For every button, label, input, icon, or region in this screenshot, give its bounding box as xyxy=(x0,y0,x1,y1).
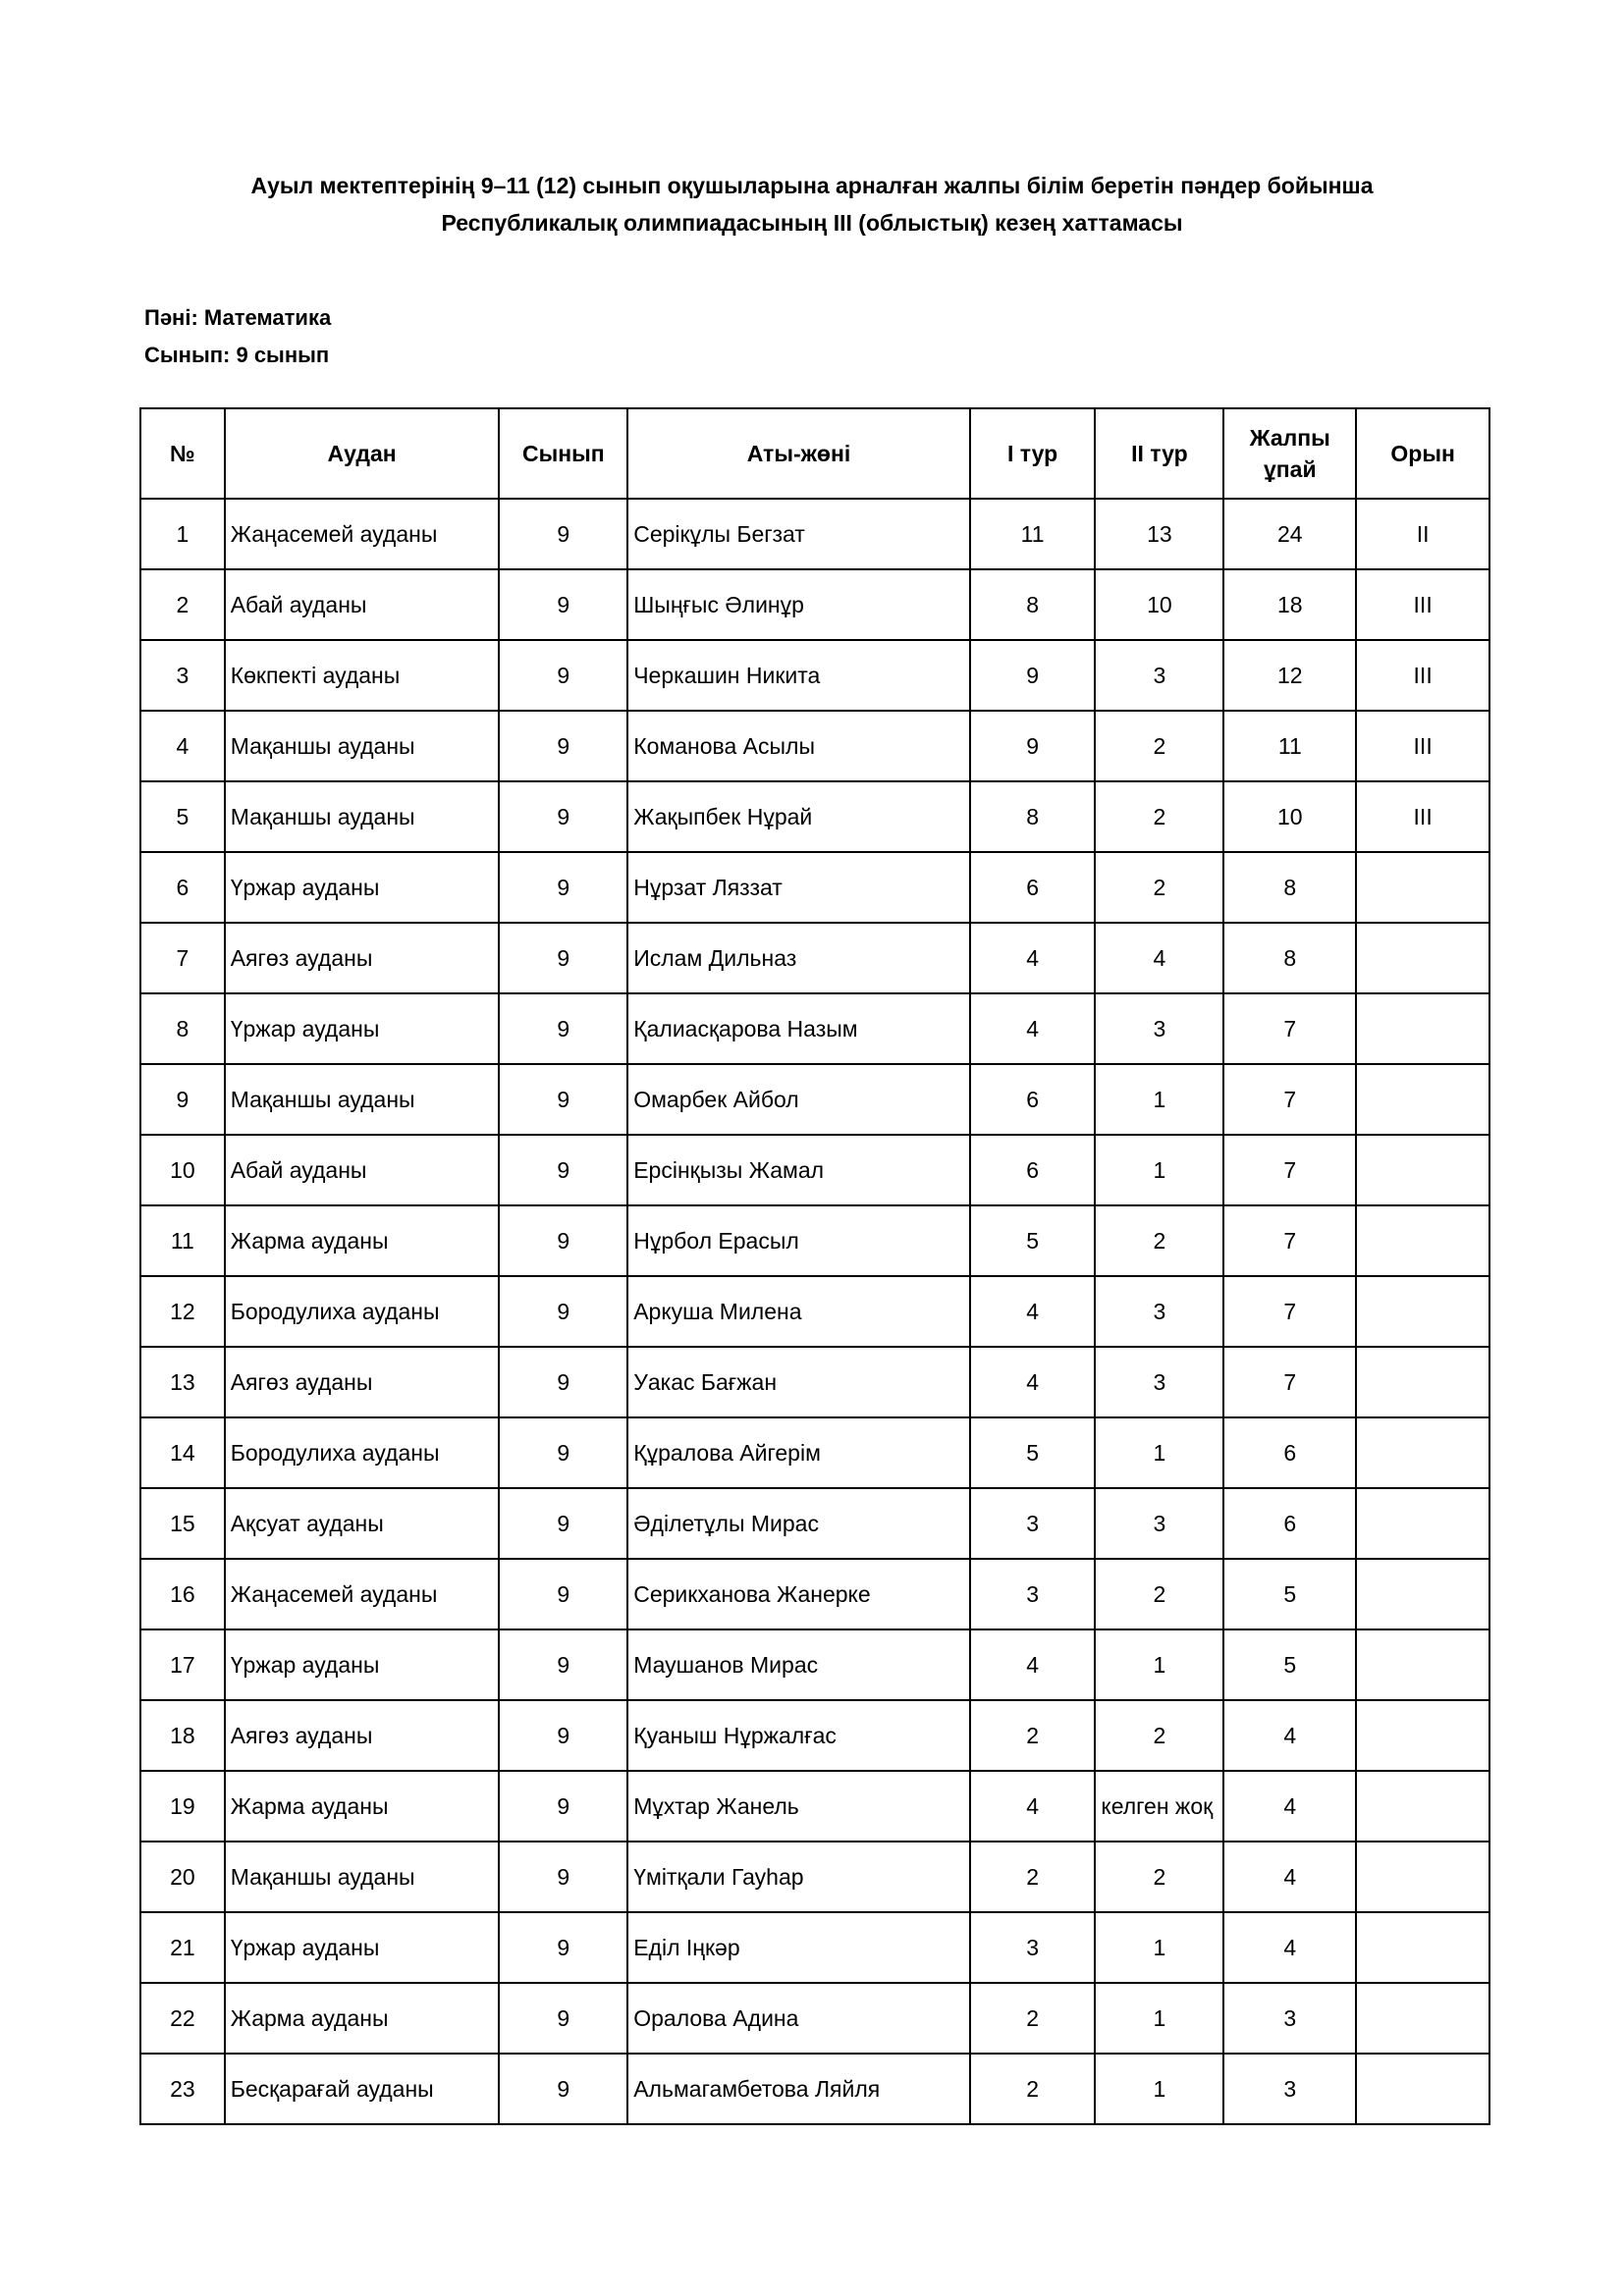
cell-grade: 9 xyxy=(499,1488,627,1559)
cell-round-1: 4 xyxy=(970,993,1096,1064)
cell-round-2: 1 xyxy=(1095,1912,1223,1983)
cell-name: Серикханова Жанерке xyxy=(627,1559,970,1629)
cell-district: Үржар ауданы xyxy=(225,1912,500,1983)
cell-grade: 9 xyxy=(499,1347,627,1417)
table-row xyxy=(140,1417,1489,1488)
cell-district: Жарма ауданы xyxy=(225,1983,500,2054)
cell-name: Маушанов Мирас xyxy=(627,1629,970,1700)
cell-name: Оралова Адина xyxy=(627,1983,970,2054)
cell-name: Құралова Айгерім xyxy=(627,1417,970,1488)
cell-round-1: 3 xyxy=(970,1559,1096,1629)
cell-round-2: 2 xyxy=(1095,1700,1223,1771)
cell-number: 20 xyxy=(140,1842,225,1912)
cell-name: Команова Асылы xyxy=(627,711,970,781)
table-row xyxy=(140,1559,1489,1629)
cell-grade: 9 xyxy=(499,1135,627,1205)
cell-round-2: 3 xyxy=(1095,1347,1223,1417)
cell-grade: 9 xyxy=(499,993,627,1064)
cell-place xyxy=(1356,1135,1489,1205)
cell-district: Жаңасемей ауданы xyxy=(225,499,500,569)
cell-name: Шыңғыс Әлинұр xyxy=(627,569,970,640)
cell-district: Мақаншы ауданы xyxy=(225,1064,500,1135)
cell-place xyxy=(1356,1488,1489,1559)
cell-grade: 9 xyxy=(499,1912,627,1983)
cell-name: Мұхтар Жанель xyxy=(627,1771,970,1842)
cell-total: 6 xyxy=(1223,1488,1356,1559)
cell-round-1: 8 xyxy=(970,569,1096,640)
cell-grade: 9 xyxy=(499,569,627,640)
cell-name: Уакас Бағжан xyxy=(627,1347,970,1417)
cell-round-1: 2 xyxy=(970,1842,1096,1912)
table-row xyxy=(140,640,1489,711)
table-row xyxy=(140,1983,1489,2054)
cell-district: Аягөз ауданы xyxy=(225,1347,500,1417)
cell-round-2: 1 xyxy=(1095,1629,1223,1700)
header-place: Орын xyxy=(1356,408,1489,499)
cell-round-2: 2 xyxy=(1095,1842,1223,1912)
cell-number: 5 xyxy=(140,781,225,852)
cell-total: 5 xyxy=(1223,1559,1356,1629)
cell-total: 7 xyxy=(1223,1135,1356,1205)
table-row xyxy=(140,1205,1489,1276)
cell-total: 11 xyxy=(1223,711,1356,781)
cell-place: III xyxy=(1356,781,1489,852)
cell-round-1: 2 xyxy=(970,2054,1096,2124)
cell-place xyxy=(1356,1842,1489,1912)
cell-district: Жарма ауданы xyxy=(225,1771,500,1842)
cell-round-2: келген жоқ xyxy=(1095,1771,1223,1842)
cell-grade: 9 xyxy=(499,1064,627,1135)
cell-number: 14 xyxy=(140,1417,225,1488)
cell-number: 18 xyxy=(140,1700,225,1771)
cell-place xyxy=(1356,852,1489,923)
cell-district: Көкпекті ауданы xyxy=(225,640,500,711)
cell-total: 7 xyxy=(1223,1064,1356,1135)
cell-place: III xyxy=(1356,569,1489,640)
cell-number: 9 xyxy=(140,1064,225,1135)
cell-name: Үмітқали Гауһар xyxy=(627,1842,970,1912)
cell-number: 7 xyxy=(140,923,225,993)
title-line-2: Республикалық олимпиадасының III (облыстық) кезең хаттамасы xyxy=(441,210,1183,236)
cell-name: Жақыпбек Нұрай xyxy=(627,781,970,852)
table-row xyxy=(140,1347,1489,1417)
cell-round-1: 4 xyxy=(970,923,1096,993)
table-row xyxy=(140,499,1489,569)
cell-round-2: 2 xyxy=(1095,711,1223,781)
cell-number: 15 xyxy=(140,1488,225,1559)
cell-grade: 9 xyxy=(499,1559,627,1629)
table-row xyxy=(140,852,1489,923)
subject-label: Пәні: Математика xyxy=(144,305,332,330)
cell-total: 6 xyxy=(1223,1417,1356,1488)
cell-district: Бородулиха ауданы xyxy=(225,1417,500,1488)
table-row xyxy=(140,781,1489,852)
grade-label: Сынып: 9 сынып xyxy=(144,343,330,367)
cell-round-1: 5 xyxy=(970,1417,1096,1488)
cell-total: 3 xyxy=(1223,1983,1356,2054)
cell-total: 12 xyxy=(1223,640,1356,711)
table-row xyxy=(140,711,1489,781)
cell-place xyxy=(1356,1276,1489,1347)
cell-number: 19 xyxy=(140,1771,225,1842)
cell-total: 4 xyxy=(1223,1771,1356,1842)
cell-grade: 9 xyxy=(499,1842,627,1912)
cell-number: 21 xyxy=(140,1912,225,1983)
cell-number: 4 xyxy=(140,711,225,781)
cell-round-2: 1 xyxy=(1095,1135,1223,1205)
cell-number: 2 xyxy=(140,569,225,640)
cell-district: Аягөз ауданы xyxy=(225,1700,500,1771)
cell-round-2: 1 xyxy=(1095,1983,1223,2054)
cell-total: 8 xyxy=(1223,923,1356,993)
header-round-1: I тур xyxy=(970,408,1096,499)
cell-number: 23 xyxy=(140,2054,225,2124)
cell-round-2: 1 xyxy=(1095,2054,1223,2124)
cell-round-1: 6 xyxy=(970,852,1096,923)
cell-number: 1 xyxy=(140,499,225,569)
cell-place xyxy=(1356,1205,1489,1276)
cell-place xyxy=(1356,1629,1489,1700)
cell-grade: 9 xyxy=(499,1205,627,1276)
table-row xyxy=(140,569,1489,640)
cell-grade: 9 xyxy=(499,923,627,993)
table-row xyxy=(140,1276,1489,1347)
cell-place xyxy=(1356,1771,1489,1842)
cell-district: Мақаншы ауданы xyxy=(225,781,500,852)
cell-round-1: 2 xyxy=(970,1983,1096,2054)
cell-name: Нұрзат Ляззат xyxy=(627,852,970,923)
cell-round-1: 4 xyxy=(970,1771,1096,1842)
cell-round-2: 2 xyxy=(1095,852,1223,923)
cell-name: Омарбек Айбол xyxy=(627,1064,970,1135)
header-district: Аудан xyxy=(225,408,500,499)
cell-place xyxy=(1356,923,1489,993)
cell-name: Еділ Іңкәр xyxy=(627,1912,970,1983)
cell-number: 6 xyxy=(140,852,225,923)
cell-district: Ақсуат ауданы xyxy=(225,1488,500,1559)
cell-name: Қалиасқарова Назым xyxy=(627,993,970,1064)
cell-total: 7 xyxy=(1223,993,1356,1064)
cell-district: Аягөз ауданы xyxy=(225,923,500,993)
cell-total: 4 xyxy=(1223,1842,1356,1912)
cell-total: 7 xyxy=(1223,1205,1356,1276)
cell-grade: 9 xyxy=(499,1417,627,1488)
cell-grade: 9 xyxy=(499,1700,627,1771)
cell-round-2: 3 xyxy=(1095,993,1223,1064)
cell-grade: 9 xyxy=(499,640,627,711)
cell-district: Абай ауданы xyxy=(225,569,500,640)
cell-total: 4 xyxy=(1223,1700,1356,1771)
cell-district: Жарма ауданы xyxy=(225,1205,500,1276)
table-row xyxy=(140,1135,1489,1205)
cell-total: 18 xyxy=(1223,569,1356,640)
cell-name: Ерсінқызы Жамал xyxy=(627,1135,970,1205)
cell-round-1: 4 xyxy=(970,1276,1096,1347)
cell-number: 3 xyxy=(140,640,225,711)
table-row xyxy=(140,1064,1489,1135)
cell-district: Бесқарағай ауданы xyxy=(225,2054,500,2124)
cell-district: Үржар ауданы xyxy=(225,1629,500,1700)
cell-number: 11 xyxy=(140,1205,225,1276)
table-row xyxy=(140,1771,1489,1842)
cell-name: Ислам Дильназ xyxy=(627,923,970,993)
cell-place xyxy=(1356,1347,1489,1417)
cell-round-2: 13 xyxy=(1095,499,1223,569)
cell-round-1: 11 xyxy=(970,499,1096,569)
cell-number: 17 xyxy=(140,1629,225,1700)
table-header-row xyxy=(140,408,1489,499)
table-row xyxy=(140,1700,1489,1771)
header-round-2: II тур xyxy=(1095,408,1223,499)
cell-grade: 9 xyxy=(499,1771,627,1842)
cell-total: 7 xyxy=(1223,1347,1356,1417)
cell-round-1: 5 xyxy=(970,1205,1096,1276)
cell-total: 4 xyxy=(1223,1912,1356,1983)
cell-total: 8 xyxy=(1223,852,1356,923)
cell-total: 7 xyxy=(1223,1276,1356,1347)
cell-total: 10 xyxy=(1223,781,1356,852)
cell-grade: 9 xyxy=(499,1276,627,1347)
cell-number: 16 xyxy=(140,1559,225,1629)
cell-total: 24 xyxy=(1223,499,1356,569)
cell-place xyxy=(1356,1912,1489,1983)
cell-grade: 9 xyxy=(499,711,627,781)
cell-district: Мақаншы ауданы xyxy=(225,711,500,781)
cell-grade: 9 xyxy=(499,1983,627,2054)
cell-district: Мақаншы ауданы xyxy=(225,1842,500,1912)
cell-total: 5 xyxy=(1223,1629,1356,1700)
cell-district: Абай ауданы xyxy=(225,1135,500,1205)
cell-round-1: 9 xyxy=(970,640,1096,711)
header-total: Жалпы ұпай xyxy=(1223,408,1356,499)
table-row xyxy=(140,993,1489,1064)
cell-round-1: 4 xyxy=(970,1347,1096,1417)
cell-round-1: 4 xyxy=(970,1629,1096,1700)
cell-round-1: 8 xyxy=(970,781,1096,852)
cell-name: Аркуша Милена xyxy=(627,1276,970,1347)
table-row xyxy=(140,1629,1489,1700)
cell-place xyxy=(1356,993,1489,1064)
table-row xyxy=(140,1842,1489,1912)
cell-name: Әділетұлы Мирас xyxy=(627,1488,970,1559)
cell-round-1: 9 xyxy=(970,711,1096,781)
cell-district: Жаңасемей ауданы xyxy=(225,1559,500,1629)
cell-name: Нұрбол Ерасыл xyxy=(627,1205,970,1276)
table-row xyxy=(140,2054,1489,2124)
cell-round-2: 1 xyxy=(1095,1417,1223,1488)
cell-round-2: 3 xyxy=(1095,1488,1223,1559)
results-table xyxy=(139,407,1490,2125)
cell-round-1: 3 xyxy=(970,1912,1096,1983)
cell-district: Бородулиха ауданы xyxy=(225,1276,500,1347)
cell-round-1: 2 xyxy=(970,1700,1096,1771)
cell-district: Үржар ауданы xyxy=(225,993,500,1064)
cell-place xyxy=(1356,1064,1489,1135)
cell-number: 13 xyxy=(140,1347,225,1417)
cell-number: 12 xyxy=(140,1276,225,1347)
cell-number: 8 xyxy=(140,993,225,1064)
cell-round-1: 3 xyxy=(970,1488,1096,1559)
document-title xyxy=(0,167,1624,241)
cell-round-2: 4 xyxy=(1095,923,1223,993)
cell-place xyxy=(1356,1983,1489,2054)
header-grade: Сынып xyxy=(499,408,627,499)
cell-grade: 9 xyxy=(499,1629,627,1700)
cell-place xyxy=(1356,1559,1489,1629)
cell-name: Альмагамбетова Ляйля xyxy=(627,2054,970,2124)
table-row xyxy=(140,1912,1489,1983)
cell-place xyxy=(1356,1700,1489,1771)
header-number: № xyxy=(140,408,225,499)
cell-round-2: 10 xyxy=(1095,569,1223,640)
cell-number: 22 xyxy=(140,1983,225,2054)
cell-place: III xyxy=(1356,711,1489,781)
table-row xyxy=(140,1488,1489,1559)
cell-district: Үржар ауданы xyxy=(225,852,500,923)
cell-place: III xyxy=(1356,640,1489,711)
cell-round-1: 6 xyxy=(970,1064,1096,1135)
cell-name: Серікұлы Бегзат xyxy=(627,499,970,569)
cell-place xyxy=(1356,2054,1489,2124)
cell-name: Черкашин Никита xyxy=(627,640,970,711)
cell-round-1: 6 xyxy=(970,1135,1096,1205)
cell-grade: 9 xyxy=(499,2054,627,2124)
table-row xyxy=(140,923,1489,993)
cell-place xyxy=(1356,1417,1489,1488)
cell-number: 10 xyxy=(140,1135,225,1205)
cell-grade: 9 xyxy=(499,499,627,569)
header-name: Аты-жөні xyxy=(627,408,970,499)
cell-round-2: 1 xyxy=(1095,1064,1223,1135)
cell-round-2: 3 xyxy=(1095,640,1223,711)
cell-round-2: 2 xyxy=(1095,781,1223,852)
cell-place: II xyxy=(1356,499,1489,569)
cell-grade: 9 xyxy=(499,852,627,923)
document-meta xyxy=(144,299,331,374)
title-line-1: Ауыл мектептерінің 9–11 (12) сынып оқушыларына арналған жалпы білім беретін пәндер бойынша xyxy=(250,173,1374,198)
cell-round-2: 2 xyxy=(1095,1205,1223,1276)
cell-round-2: 2 xyxy=(1095,1559,1223,1629)
cell-grade: 9 xyxy=(499,781,627,852)
cell-round-2: 3 xyxy=(1095,1276,1223,1347)
cell-name: Қуаныш Нұржалғас xyxy=(627,1700,970,1771)
cell-total: 3 xyxy=(1223,2054,1356,2124)
